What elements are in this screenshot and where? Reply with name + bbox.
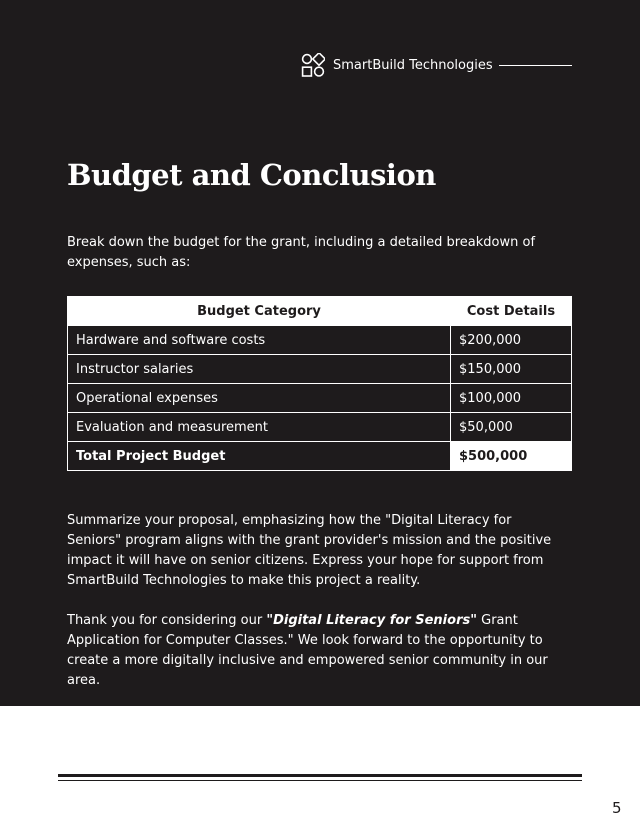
budget-table (67, 296, 572, 471)
table-row (68, 355, 572, 384)
cost-cell: $100,000 (451, 384, 572, 413)
conclusion-paragraph-2 (67, 611, 562, 691)
footer-divider-thin (58, 780, 582, 781)
budget-category-cell: Instructor salaries (68, 355, 451, 384)
cost-cell: $200,000 (451, 326, 572, 355)
table-header-row (68, 297, 572, 326)
table-row (68, 384, 572, 413)
total-row (68, 442, 572, 471)
table-row (68, 326, 572, 355)
page-title: Budget and Conclusion (67, 158, 436, 192)
header-divider (499, 65, 572, 66)
budget-category-cell: Hardware and software costs (68, 326, 451, 355)
header-budget-category: Budget Category (68, 297, 451, 326)
header-cost-details: Cost Details (451, 297, 572, 326)
footer-divider-thick (58, 774, 582, 777)
intro-text: Break down the budget for the grant, including a detailed breakdown of expenses, such as: (67, 235, 536, 270)
conclusion-paragraph-1: Summarize your proposal, emphasizing how the "Digital Literacy for Seniors" program aligns with the grant provider's mission and the positive impact it will have on senior citizens. Express your hope for support from SmartBuild Technologies to make this project a reality. (67, 513, 552, 588)
thanks-text-end: Grant Application for Computer Classes." We look forward to the opportunity to create a more digitally inclusive and empowered senior community in our area. (67, 613, 548, 688)
cost-cell: $50,000 (451, 413, 572, 442)
page-number: 5 (612, 799, 622, 817)
brand-name: SmartBuild Technologies (333, 58, 493, 73)
total-cost-cell: $500,000 (451, 442, 572, 471)
table-row (68, 413, 572, 442)
budget-category-cell: Operational expenses (68, 384, 451, 413)
budget-category-cell: Evaluation and measurement (68, 413, 451, 442)
cost-cell: $150,000 (451, 355, 572, 384)
total-label-cell: Total Project Budget (68, 442, 451, 471)
brand-header (301, 53, 493, 78)
shapes-logo-icon (301, 53, 325, 78)
program-name-emphasis: "Digital Literacy for Seniors" (266, 613, 477, 628)
thanks-text-start: Thank you for considering our (67, 613, 267, 628)
